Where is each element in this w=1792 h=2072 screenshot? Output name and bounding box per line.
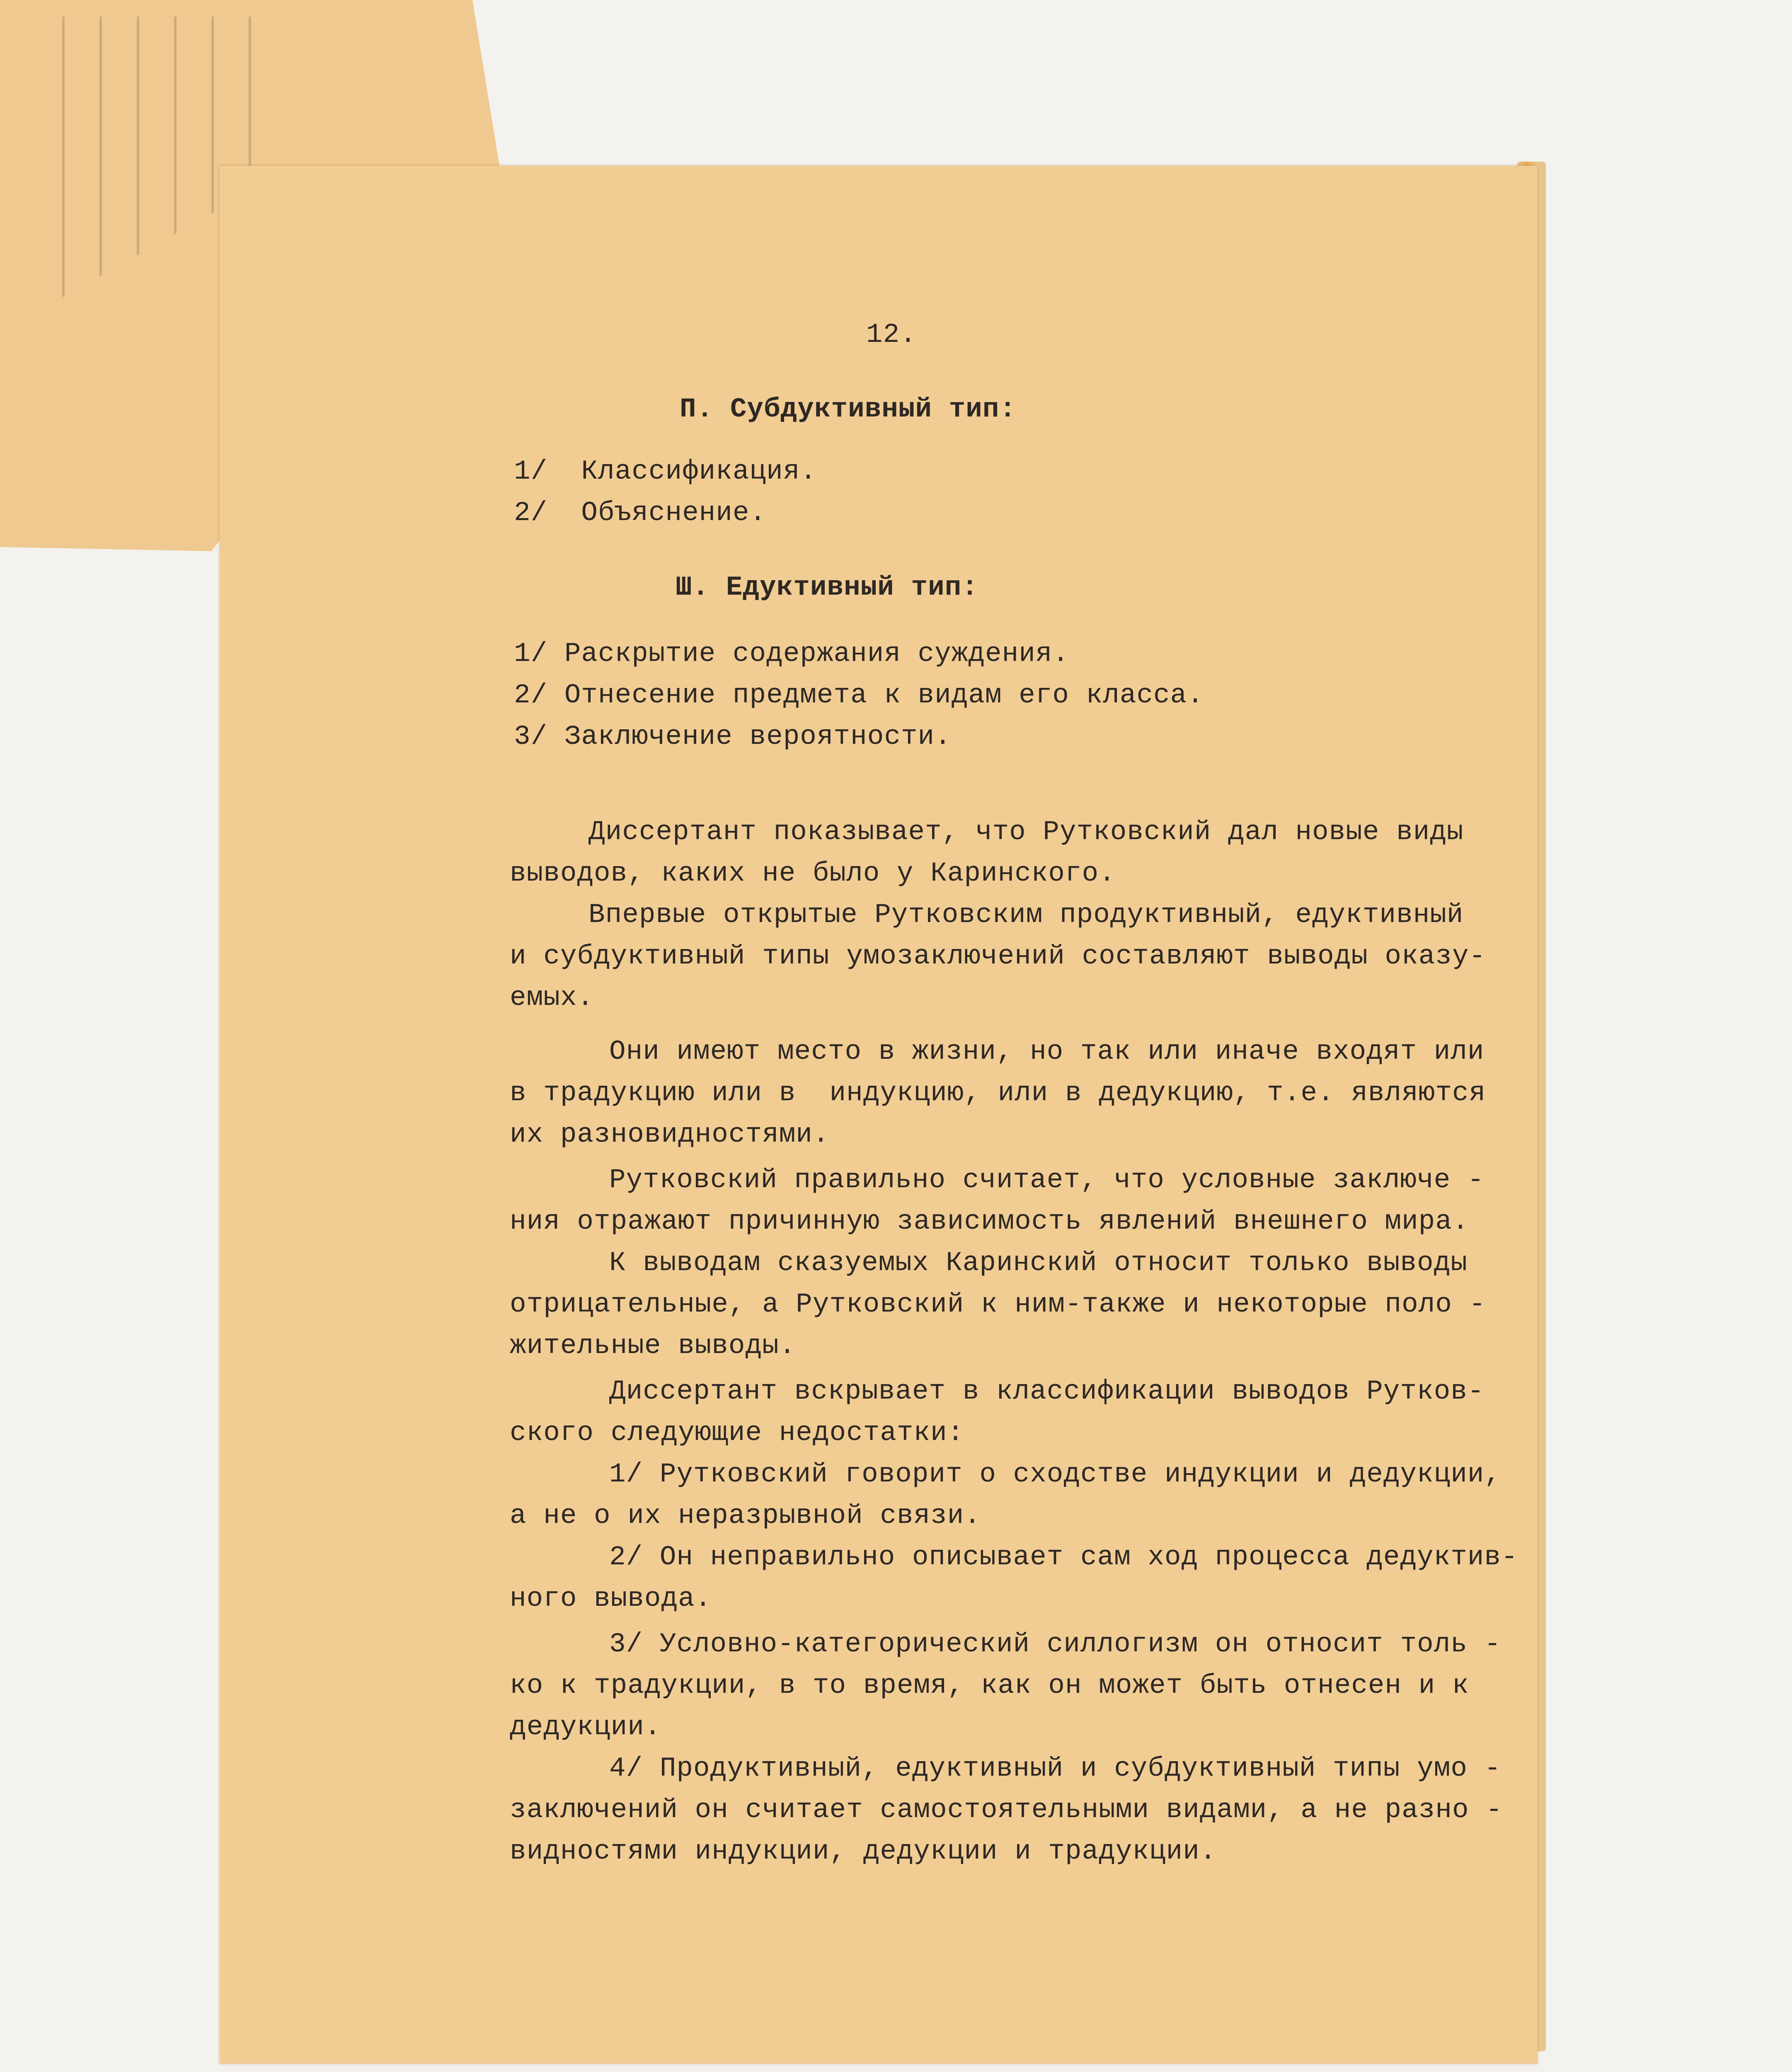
body-line-24: заключений он считает самостоятельными видами, а не разно -	[510, 1794, 1503, 1825]
body-line-12: отрицательные, а Рутковский к ним-также и некоторые поло -	[510, 1289, 1486, 1320]
body-line-25: видностями индукции, дедукции и традукции.	[510, 1836, 1217, 1867]
body-line-4: и субдуктивный типы умозаключений составляют выводы оказу-	[510, 941, 1486, 972]
body-line-11: К выводам сказуемых Каринский относит только выводы	[609, 1247, 1468, 1278]
section-3-item-2: 2/ Отнесение предмета к видам его класса.	[514, 680, 1204, 711]
section-2-heading: П. Субдуктивный тип:	[680, 394, 1017, 425]
body-line-5: емых.	[510, 982, 594, 1013]
section-2-item-1: 1/ Классификация.	[514, 456, 817, 487]
body-line-10: ния отражают причинную зависимость явлений внешнего мира.	[510, 1206, 1469, 1237]
body-line-7: в традукцию или в индукцию, или в дедукцию, т.е. являются	[510, 1077, 1486, 1109]
section-3-item-1: 1/ Раскрытие содержания суждения.	[514, 638, 1070, 669]
body-line-8: их разновидностями.	[510, 1119, 830, 1150]
body-line-14: Диссертант вскрывает в классификации выводов Рутков-	[609, 1376, 1484, 1407]
body-line-9: Рутковский правильно считает, что условные заключе -	[609, 1164, 1484, 1196]
body-line-13: жительные выводы.	[510, 1330, 796, 1361]
body-line-17: а не о их неразрывной связи.	[510, 1500, 981, 1531]
body-line-15: ского следующие недостатки:	[510, 1417, 964, 1448]
section-3-heading: Ш. Едуктивный тип:	[676, 572, 978, 603]
page-number: 12.	[866, 319, 917, 350]
body-line-2: выводов, каких не было у Каринского.	[510, 858, 1116, 889]
document-page	[220, 166, 1538, 2064]
body-line-21: ко к традукции, в то время, как он может быть отнесен и к	[510, 1670, 1469, 1701]
body-line-16: 1/ Рутковский говорит о сходстве индукции и дедукции,	[609, 1459, 1501, 1490]
body-line-20: 3/ Условно-категорический силлогизм он относит толь -	[609, 1629, 1501, 1660]
section-3-item-3: 3/ Заключение вероятности.	[514, 721, 952, 752]
body-line-23: 4/ Продуктивный, едуктивный и субдуктивный типы умо -	[609, 1753, 1501, 1784]
page-content	[220, 166, 1538, 2064]
section-2-item-2: 2/ Объяснение.	[514, 497, 767, 528]
body-line-19: ного вывода.	[510, 1583, 712, 1614]
body-line-6: Они имеют место в жизни, но так или иначе входят или	[609, 1036, 1484, 1067]
body-line-3: Впервые открытые Рутковским продуктивный, едуктивный	[588, 899, 1464, 930]
body-line-22: дедукции.	[510, 1711, 661, 1743]
body-line-18: 2/ Он неправильно описывает сам ход процесса дедуктив-	[609, 1542, 1518, 1573]
body-line-1: Диссертант показывает, что Рутковский дал новые виды	[588, 816, 1464, 847]
